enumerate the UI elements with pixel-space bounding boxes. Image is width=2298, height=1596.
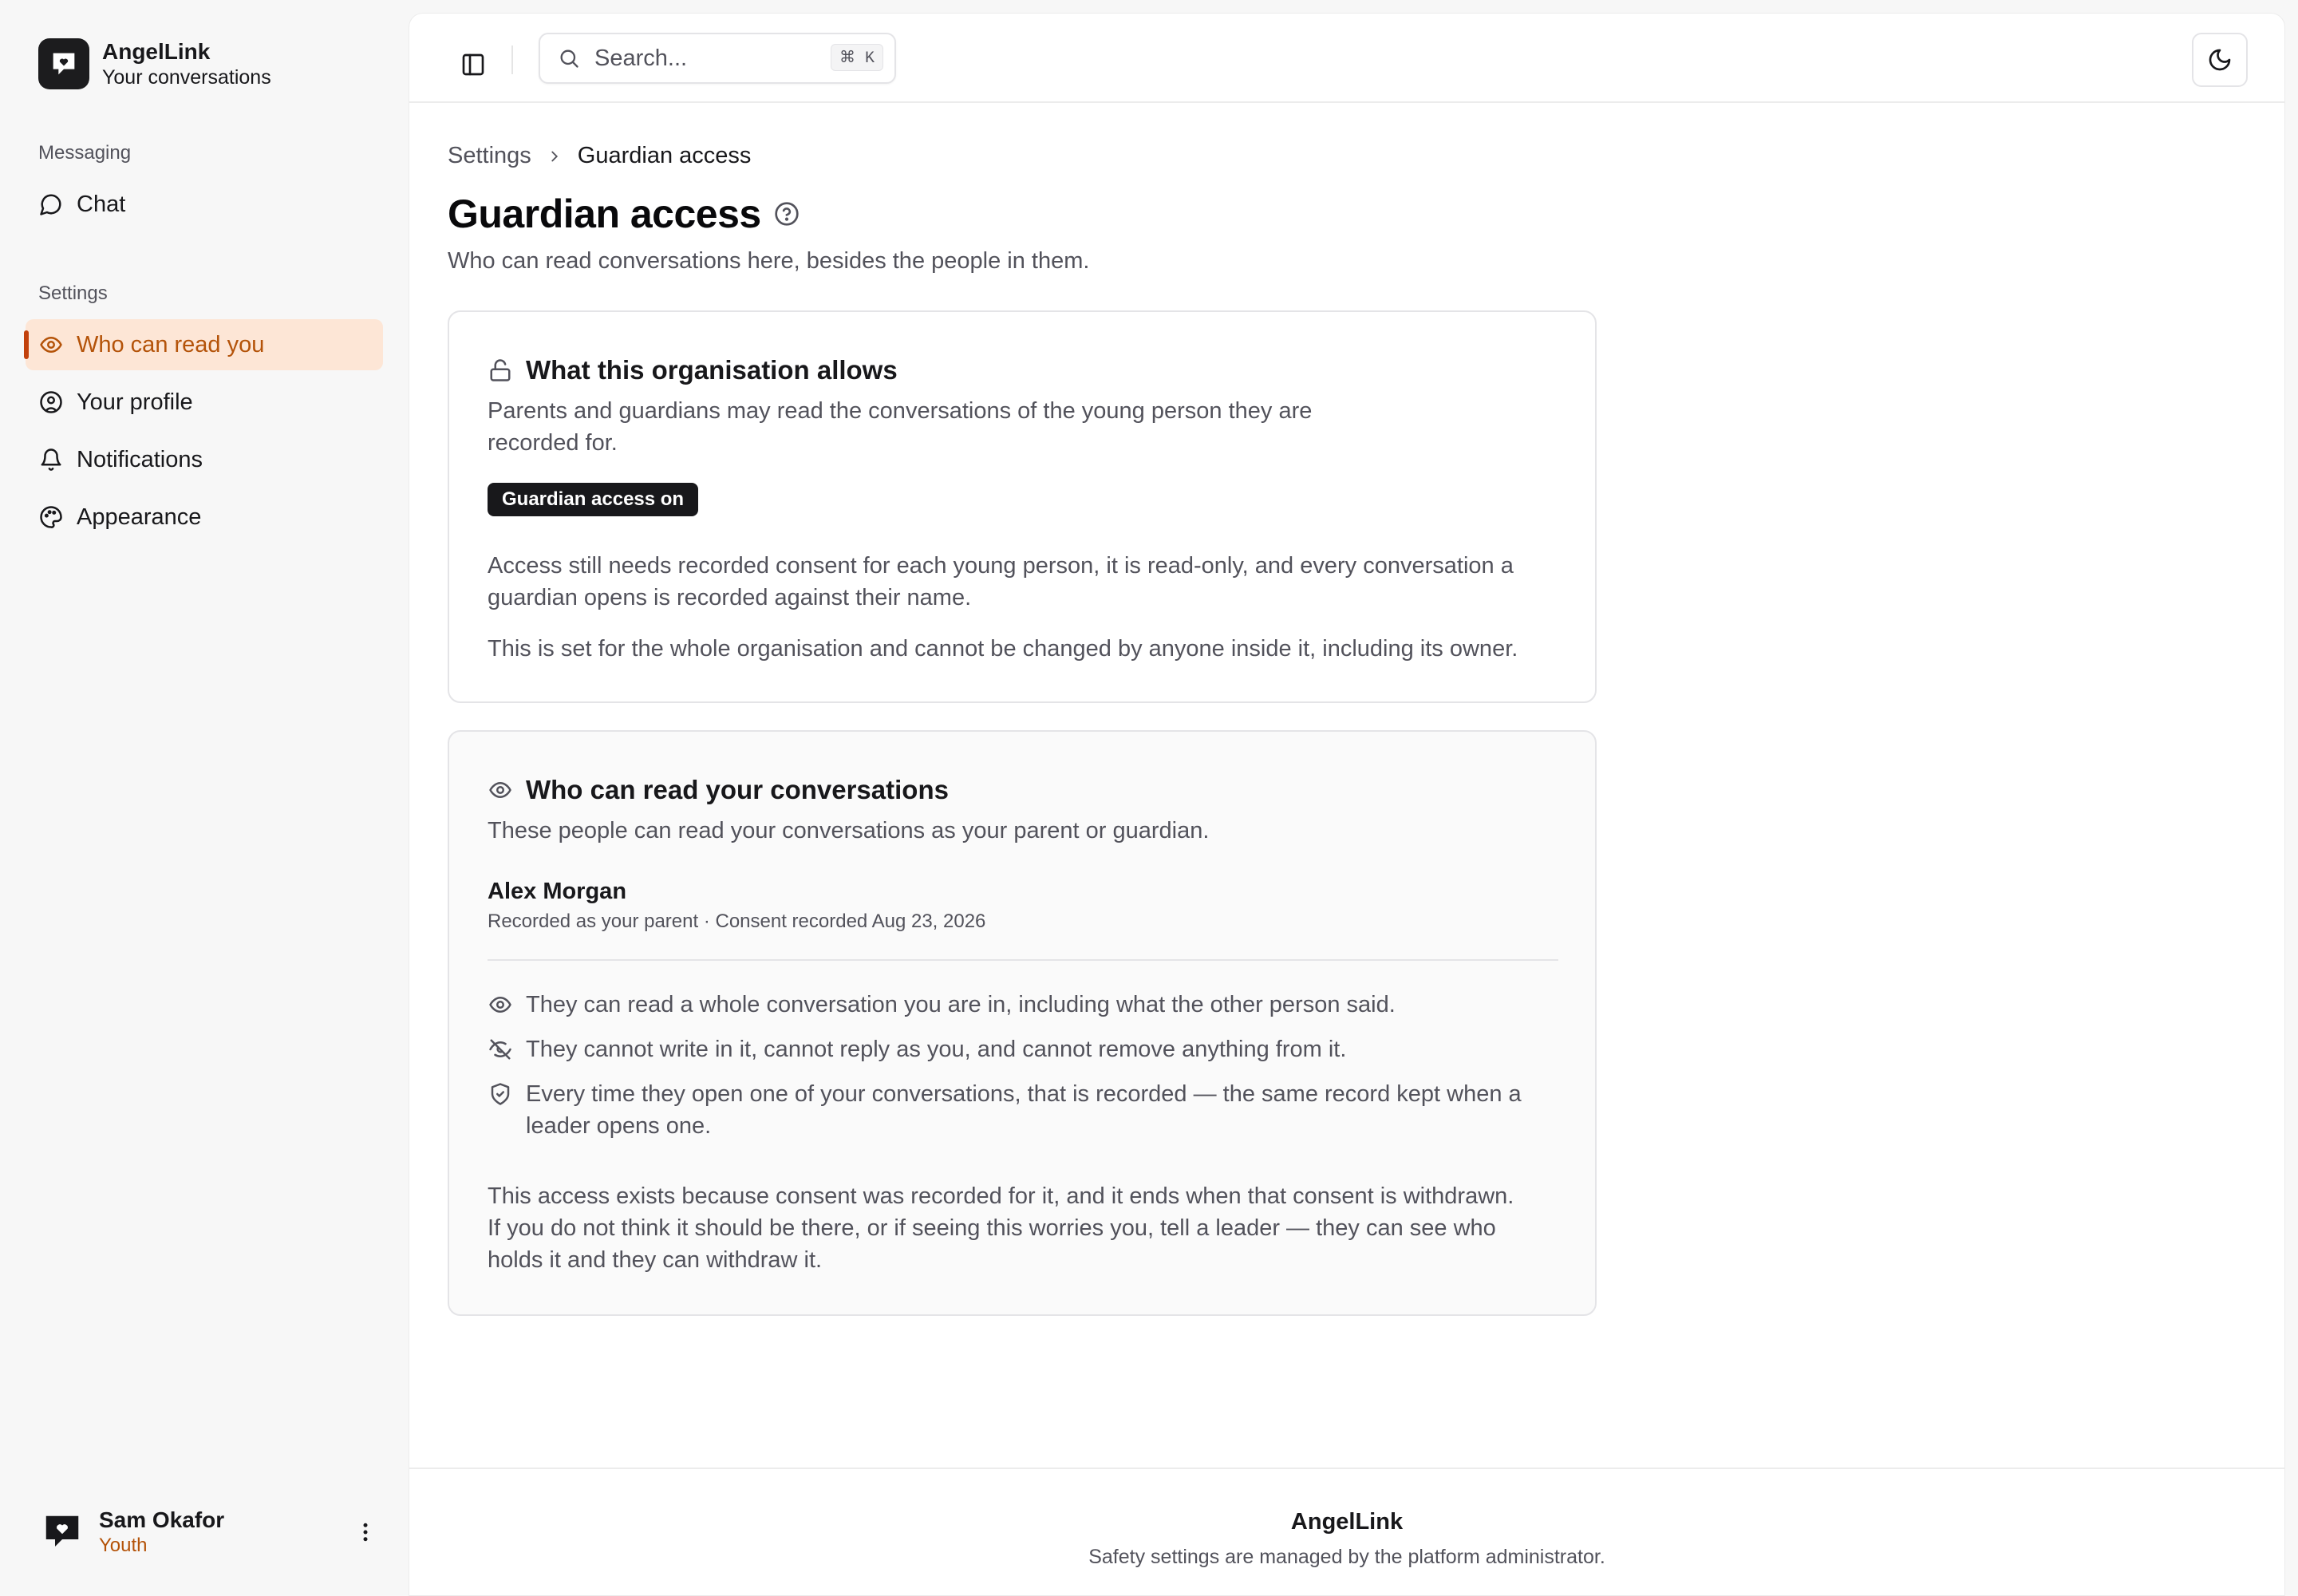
org-card-intro-line1: Parents and guardians may read the conversations of the young person they are bbox=[488, 398, 1313, 424]
readers-card-header bbox=[488, 775, 949, 805]
readers-card bbox=[448, 730, 1597, 1316]
sidebar-item-label: Your profile bbox=[77, 389, 193, 415]
bullet-text: Every time they open one of your conversations, that is recorded — the same record kept when a bbox=[526, 1081, 1522, 1107]
app-subtitle: Your conversations bbox=[102, 66, 271, 89]
user-role: Youth bbox=[99, 1535, 148, 1556]
help-circle-icon[interactable] bbox=[774, 201, 800, 227]
chevron-right-icon bbox=[546, 148, 563, 165]
topbar bbox=[409, 14, 2284, 103]
readers-card-intro: These people can read your conversations as your parent or guardian. bbox=[488, 818, 1210, 843]
user-circle-icon bbox=[38, 389, 64, 415]
moon-icon bbox=[2207, 47, 2233, 73]
breadcrumb bbox=[448, 143, 751, 169]
nav-group-label-messaging: Messaging bbox=[38, 142, 132, 164]
eye-icon bbox=[38, 332, 64, 358]
readers-card-title: Who can read your conversations bbox=[526, 775, 949, 804]
app-name: AngelLink bbox=[102, 39, 211, 64]
search-shortcut: ⌘ K bbox=[831, 44, 883, 71]
readers-closing-line1: This access exists because consent was recorded for it, and it ends when that consent is withdrawn. bbox=[488, 1183, 1514, 1209]
main-panel bbox=[409, 13, 2285, 1596]
readers-closing-line2: If you do not think it should be there, or if seeing this worries you, tell a leader — they can see who bbox=[488, 1215, 1496, 1241]
org-card-header bbox=[488, 355, 898, 385]
list-item bbox=[488, 989, 1573, 1021]
page-description: Who can read conversations here, besides the people in them. bbox=[448, 248, 1090, 274]
eye-icon bbox=[488, 989, 513, 1021]
readers-closing-line3: holds it and they can withdraw it. bbox=[488, 1247, 823, 1273]
breadcrumb-settings-link[interactable]: Settings bbox=[448, 143, 531, 168]
divider bbox=[488, 959, 1558, 961]
theme-toggle-button[interactable] bbox=[2192, 33, 2248, 87]
list-item bbox=[488, 1033, 1573, 1065]
footer-app-name: AngelLink bbox=[1290, 1509, 1404, 1535]
org-card-para1-line1: Access still needs recorded consent for each young person, it is read-only, and every conversation a bbox=[488, 553, 1514, 579]
org-card-title: What this organisation allows bbox=[526, 355, 898, 385]
org-card-para2: This is set for the whole organisation and cannot be changed by anyone inside it, including its owner. bbox=[488, 636, 1518, 662]
guardian-name: Alex Morgan bbox=[488, 879, 627, 904]
guardian-meta: Recorded as your parent · Consent recorded Aug 23, 2026 bbox=[488, 911, 986, 932]
more-vertical-icon[interactable] bbox=[349, 1516, 381, 1548]
sidebar-item-label: Notifications bbox=[77, 446, 203, 472]
user-name: Sam Okafor bbox=[99, 1507, 225, 1532]
org-card-para1-line2: guardian opens is recorded against their name. bbox=[488, 585, 972, 610]
topbar-divider bbox=[511, 45, 513, 74]
sidebar-item-notifications[interactable] bbox=[26, 434, 383, 485]
app-logo-icon bbox=[38, 38, 89, 89]
org-card-intro-line2: recorded for. bbox=[488, 430, 618, 456]
org-policy-card bbox=[448, 310, 1597, 703]
nav-group-label-settings: Settings bbox=[38, 282, 108, 304]
user-account[interactable] bbox=[38, 1503, 381, 1561]
message-circle-icon bbox=[38, 192, 64, 217]
sidebar-item-who-can-read-you[interactable] bbox=[26, 319, 383, 370]
page-title-row bbox=[448, 191, 800, 237]
lock-open-icon bbox=[488, 358, 513, 383]
footer-note: Safety settings are managed by the platform administrator. bbox=[1088, 1546, 1605, 1568]
search-input[interactable] bbox=[594, 45, 818, 72]
avatar bbox=[38, 1508, 86, 1556]
panel-left-icon bbox=[460, 52, 486, 77]
palette-icon bbox=[38, 504, 64, 530]
search-box[interactable] bbox=[539, 33, 896, 84]
sidebar-item-label: Who can read you bbox=[77, 331, 265, 358]
footer bbox=[409, 1468, 2284, 1596]
breadcrumb-current: Guardian access bbox=[577, 143, 752, 168]
sidebar-toggle-button[interactable] bbox=[448, 39, 499, 90]
sidebar-item-appearance[interactable] bbox=[26, 492, 383, 543]
bullet-text: They cannot write in it, cannot reply as you, and cannot remove anything from it. bbox=[526, 1037, 1347, 1062]
sidebar-item-label: Appearance bbox=[77, 504, 202, 530]
page-title: Guardian access bbox=[448, 192, 761, 236]
sidebar-item-your-profile[interactable] bbox=[26, 377, 383, 428]
bell-icon bbox=[38, 447, 64, 472]
bullet-text: They can read a whole conversation you are in, including what the other person said. bbox=[526, 992, 1396, 1017]
shield-check-icon bbox=[488, 1078, 513, 1110]
list-item bbox=[488, 1078, 1573, 1142]
sidebar-item-label: Chat bbox=[77, 191, 126, 217]
eye-icon bbox=[488, 777, 513, 803]
brand[interactable] bbox=[38, 38, 271, 89]
status-badge: Guardian access on bbox=[488, 483, 698, 516]
eye-off-icon bbox=[488, 1033, 513, 1065]
search-icon bbox=[558, 47, 580, 69]
sidebar bbox=[0, 0, 407, 1596]
sidebar-item-chat[interactable] bbox=[26, 179, 383, 230]
bullet-text-cont: leader opens one. bbox=[526, 1113, 712, 1139]
